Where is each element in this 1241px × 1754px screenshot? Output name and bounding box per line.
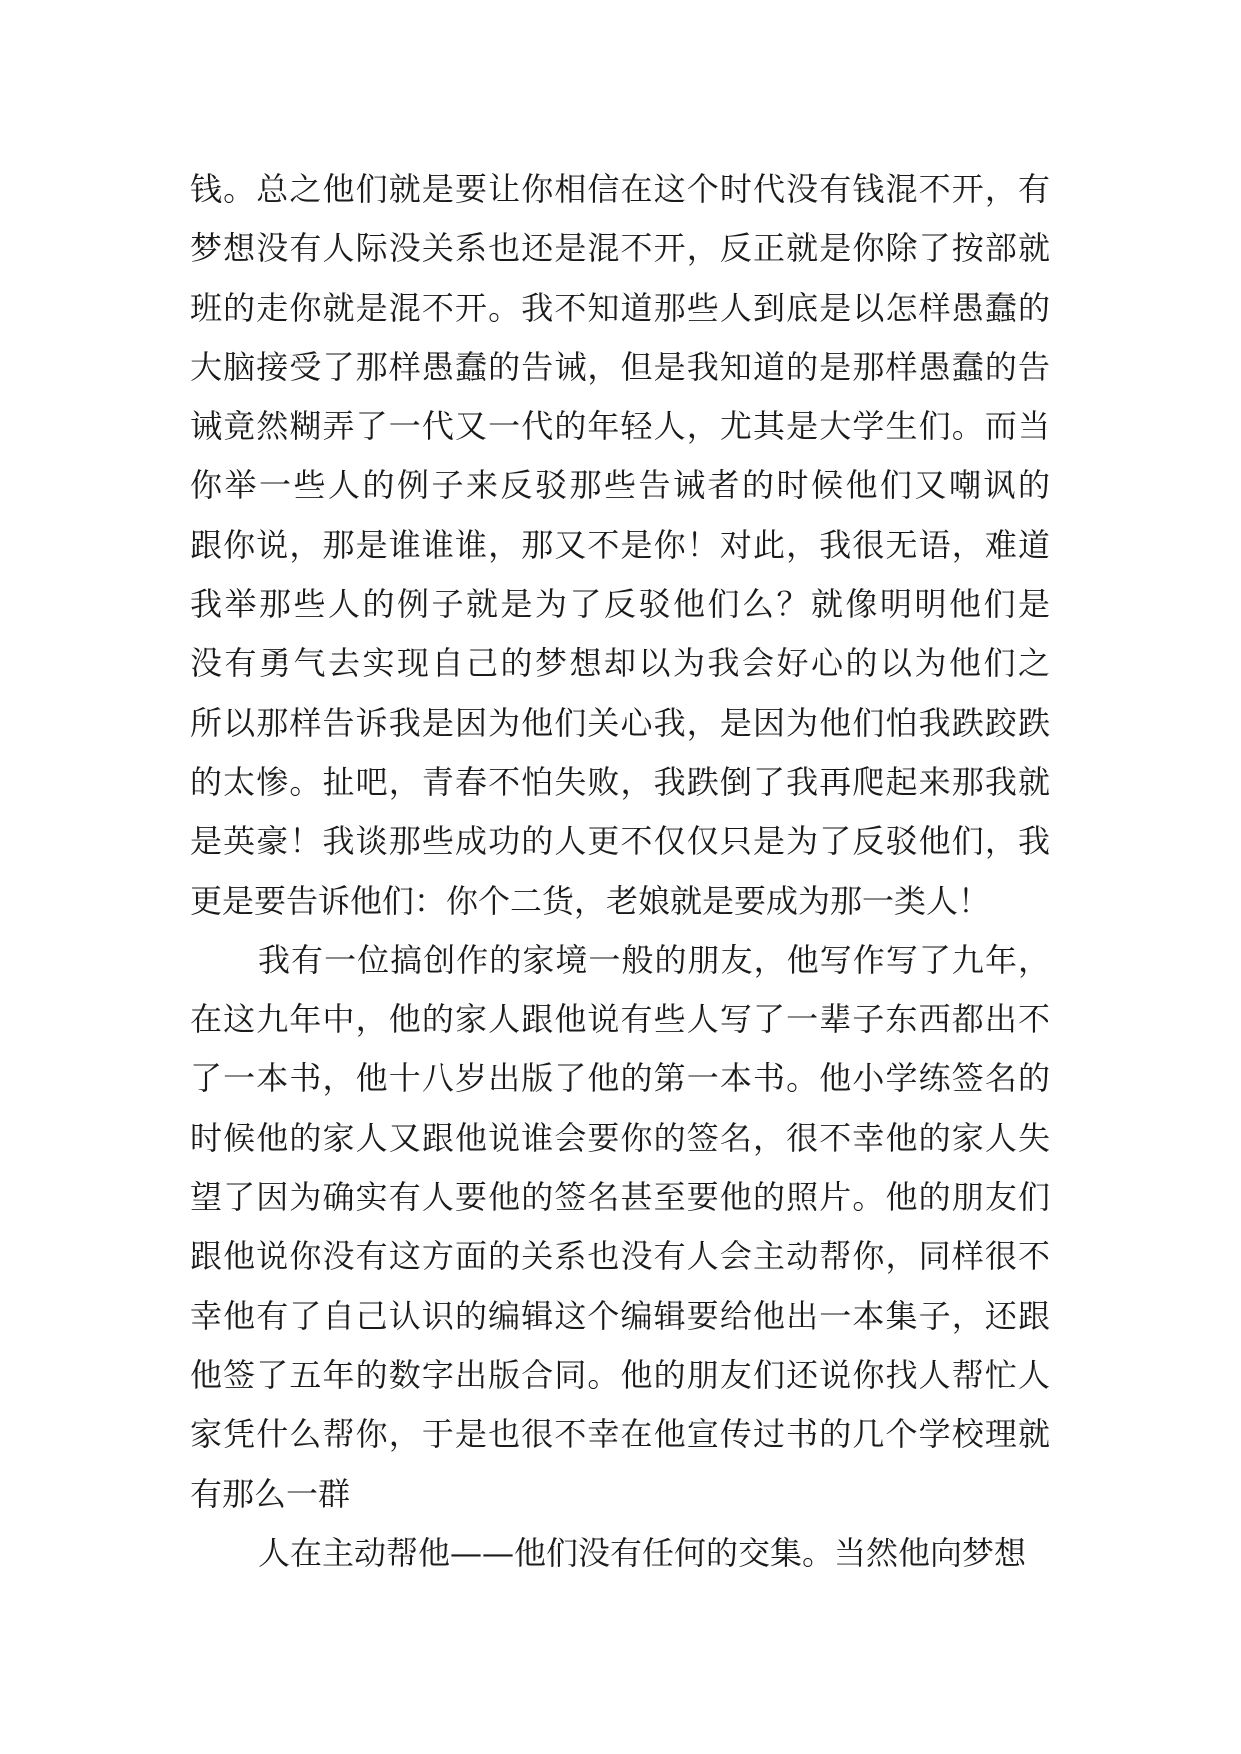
text-line: 大脑接受了那样愚蠢的告诫，但是我知道的是那样愚蠢的告 — [190, 347, 1050, 386]
text-line: 梦想没有人际没关系也还是混不开，反正就是你除了按部就 — [190, 229, 1050, 268]
body-text — [190, 160, 1050, 1583]
text-line: 望了因为确实有人要他的签名甚至要他的照片。他的朋友们 — [190, 1178, 1050, 1217]
text-line: 班的走你就是混不开。我不知道那些人到底是以怎样愚蠢的 — [190, 288, 1050, 327]
text-line: 有那么一群 — [190, 1474, 351, 1513]
text-line: 的太惨。扯吧，青春不怕失败，我跌倒了我再爬起来那我就 — [190, 762, 1050, 801]
text-line: 家凭什么帮你，于是也很不幸在他宣传过书的几个学校理就 — [190, 1415, 1050, 1454]
text-line: 诫竟然糊弄了一代又一代的年轻人，尤其是大学生们。而当 — [190, 407, 1050, 446]
paragraph-start-line: 我有一位搞创作的家境一般的朋友，他写作写了九年， — [258, 940, 1050, 979]
text-line: 跟你说，那是谁谁谁，那又不是你！对此，我很无语，难道 — [190, 525, 1050, 564]
text-line: 钱。总之他们就是要让你相信在这个时代没有钱混不开，有 — [190, 170, 1050, 208]
text-line: 时候他的家人又跟他说谁会要你的签名，很不幸他的家人失 — [190, 1118, 1050, 1157]
text-line: 我举那些人的例子就是为了反驳他们么？就像明明他们是 — [190, 585, 1050, 624]
text-line: 跟他说你没有这方面的关系也没有人会主动帮你，同样很不 — [190, 1237, 1050, 1276]
text-line: 在这九年中，他的家人跟他说有些人写了一辈子东西都出不 — [190, 1000, 1050, 1039]
paragraph-start-line: 人在主动帮他——他们没有任何的交集。当然他向梦想 — [258, 1533, 1027, 1572]
text-line: 幸他有了自己认识的编辑这个编辑要给他出一本集子，还跟 — [190, 1296, 1050, 1335]
text-line: 是英豪！我谈那些成功的人更不仅仅只是为了反驳他们，我 — [190, 822, 1050, 861]
text-line: 没有勇气去实现自己的梦想却以为我会好心的以为他们之 — [190, 644, 1050, 683]
text-line: 更是要告诉他们：你个二货，老娘就是要成为那一类人！ — [190, 881, 991, 920]
text-line: 你举一些人的例子来反驳那些告诫者的时候他们又嘲讽的 — [190, 466, 1050, 505]
text-line: 所以那样告诉我是因为他们关心我，是因为他们怕我跌跤跌 — [190, 703, 1050, 742]
text-line: 他签了五年的数字出版合同。他的朋友们还说你找人帮忙人 — [190, 1355, 1050, 1394]
text-line: 了一本书，他十八岁出版了他的第一本书。他小学练签名的 — [190, 1059, 1050, 1098]
